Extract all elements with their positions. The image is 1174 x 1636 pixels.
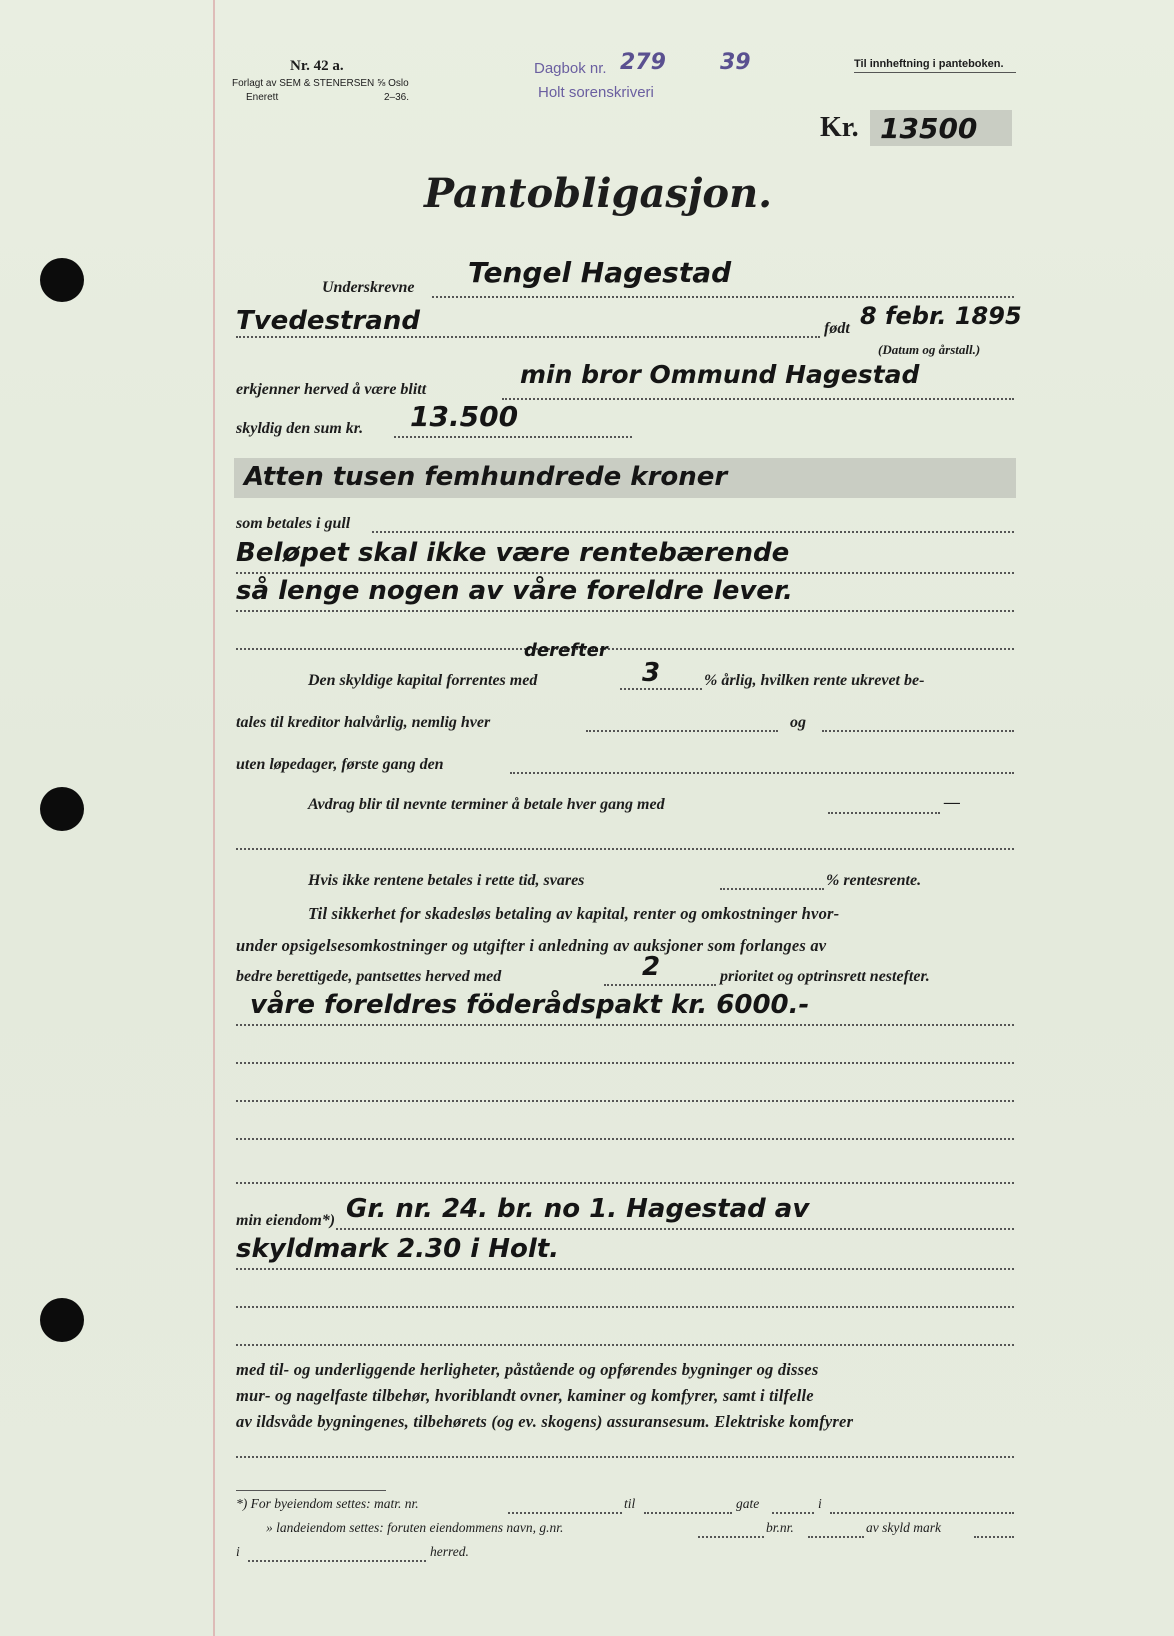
owing-label: skyldig den sum kr.: [236, 420, 364, 437]
footnote-line-1-in: i: [818, 1496, 822, 1511]
birth-date: 8 febr. 1895: [860, 302, 1022, 330]
halfyear-and: og: [790, 714, 806, 731]
security-line-3: bedre berettigede, pantsettes herved med: [236, 968, 502, 985]
appurtenance-line-2: mur- og nagelfaste tilbehør, hvoriblandt ovner, kaminer og komfyrer, samt i tilfelle: [236, 1386, 814, 1405]
first-due-label: uten løpedager, første gang den: [236, 756, 444, 773]
appurtenance-line-1: med til- og underliggende herligheter, påstående og opførendes bygninger og disses: [236, 1360, 819, 1379]
penalty-label-cont: % rentesrente.: [826, 872, 922, 889]
security-line-2: under opsigelsesomkostninger og utgifter i anledning av auksjoner som forlanges av: [236, 936, 827, 955]
register-year: 39: [720, 50, 751, 75]
prior-claim: våre foreldres föderådspakt kr. 6000.-: [250, 990, 810, 1020]
security-line-1: Til sikkerhet for skadesløs betaling av kapital, renter og omkostninger hvor-: [308, 904, 840, 923]
interest-insert: derefter: [524, 640, 608, 661]
installments-label: Avdrag blir til nevnte terminer å betale hver gang med: [308, 796, 665, 813]
footnote-line-2-br: br.nr.: [766, 1520, 794, 1535]
punch-hole-middle: [40, 787, 84, 831]
publisher: Forlagt av SEM & STENERSEN ⅝ Oslo: [232, 78, 409, 89]
footnote-line-3: i: [236, 1544, 240, 1559]
priority-number: 2: [642, 952, 661, 982]
property-line-1: Gr. nr. 24. br. no 1. Hagestad av: [346, 1194, 810, 1224]
born-note: (Datum og årstall.): [878, 342, 981, 357]
security-line-3-cont: prioritet og optrinsrett nestefter.: [720, 968, 930, 985]
footnote-line-2-skyld: av skyld mark: [866, 1520, 941, 1535]
creditor-name: min bror Ommund Hagestad: [520, 360, 920, 389]
interest-rate: 3: [642, 658, 661, 688]
halfyear-label: tales til kreditor halvårlig, nemlig hver: [236, 714, 491, 731]
register-label: Dagbok nr.: [534, 60, 607, 77]
owing-amount: 13.500: [410, 400, 519, 433]
born-label: født: [824, 320, 850, 337]
form-number: Nr. 42 a.: [290, 58, 344, 74]
property-line-2: skyldmark 2.30 i Holt.: [236, 1234, 560, 1264]
footnote-line-1-street: gate: [736, 1496, 760, 1511]
acknowledge-label: erkjenner herved å være blitt: [236, 381, 427, 398]
penalty-label: Hvis ikke rentene betales i rette tid, svares: [308, 872, 585, 889]
court-office: Holt sorenskriveri: [538, 84, 654, 101]
edition: 2–36.: [384, 92, 410, 103]
condition-line-2: så lenge nogen av våre foreldre lever.: [236, 576, 793, 606]
installments-dash: —: [944, 794, 960, 811]
undersigned-name: Tengel Hagestad: [468, 256, 732, 289]
copyright: Enerett: [246, 92, 279, 103]
footnote-line-1: *) For byeiendom settes: matr. nr.: [236, 1496, 419, 1511]
gold-label: som betales i gull: [236, 515, 351, 532]
amount-in-words: Atten tusen femhundrede kroner: [244, 462, 728, 492]
undersigned-label: Underskrevne: [322, 279, 415, 296]
residence: Tvedestrand: [236, 306, 420, 336]
punch-hole-bottom: [40, 1298, 84, 1342]
binding-note: Til innheftning i panteboken.: [854, 58, 1004, 70]
condition-line-1: Beløpet skal ikke være rentebærende: [236, 538, 790, 568]
amount-figure: 13500: [880, 112, 978, 145]
punch-hole-top: [40, 258, 84, 302]
interest-label-cont: % årlig, hvilken rente ukrevet be-: [704, 672, 925, 689]
margin-rule: [213, 0, 215, 1636]
footnote-line-2: » landeiendom settes: foruten eiendommens navn, g.nr.: [266, 1520, 564, 1535]
footnote-line-1-to: til: [624, 1496, 636, 1511]
footnote-line-3-herred: herred.: [430, 1544, 469, 1559]
property-label: min eiendom*): [236, 1212, 336, 1229]
amount-label: Kr.: [820, 112, 859, 143]
document-title: Pantobligasjon.: [424, 170, 773, 217]
appurtenance-line-3: av ildsvåde bygningenes, tilbehørets (og ev. skogens) assuransesum. Elektriske komfyrer: [236, 1412, 854, 1431]
interest-label: Den skyldige kapital forrentes med: [308, 672, 538, 689]
register-number: 279: [620, 50, 666, 75]
